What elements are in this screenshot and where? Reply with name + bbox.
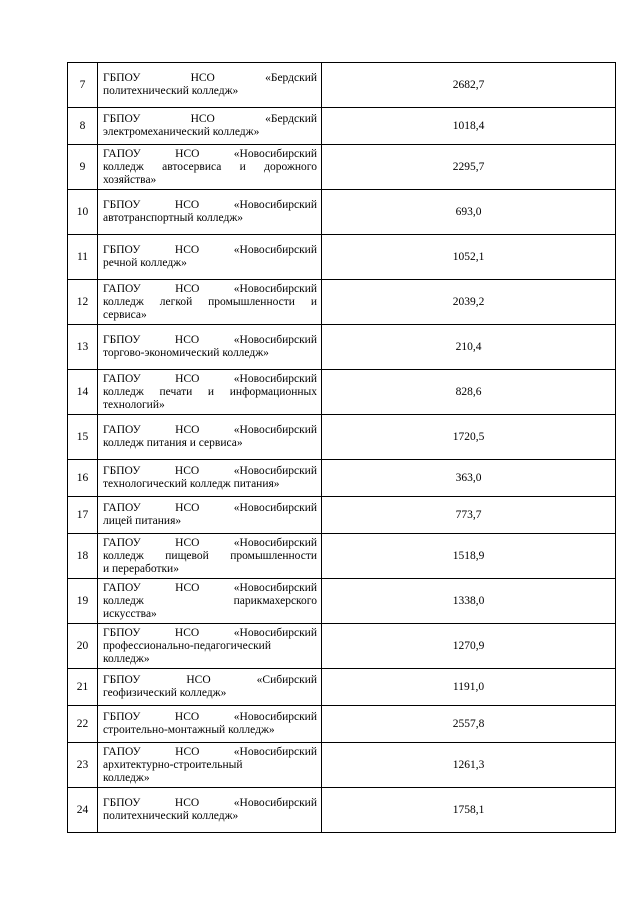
row-value: 1052,1 (322, 235, 616, 280)
institution-name-line: ГБПОУ НСО «Новосибирский (103, 797, 317, 809)
row-value: 2557,8 (322, 706, 616, 743)
institution-name-line: хозяйства» (103, 173, 157, 186)
table-body (68, 63, 616, 833)
table-row (68, 624, 616, 669)
institution-name (98, 534, 322, 579)
row-value: 1261,3 (322, 743, 616, 788)
institution-name-line: ГБПОУ НСО «Бердский (103, 72, 317, 84)
institution-name-line: колледж пищевой промышленности (103, 549, 317, 562)
table-row (68, 497, 616, 534)
institution-name-line: строительно-монтажный колледж» (103, 724, 275, 736)
table-row (68, 669, 616, 706)
table-row (68, 325, 616, 370)
row-number: 20 (68, 624, 98, 669)
table-row (68, 706, 616, 743)
institution-name-line: и переработки» (103, 562, 179, 575)
row-value: 2682,7 (322, 63, 616, 108)
institution-name (98, 624, 322, 669)
row-number: 17 (68, 497, 98, 534)
institution-name-line: ГБПОУ НСО «Новосибирский (103, 244, 317, 256)
institution-name (98, 669, 322, 706)
institution-name-line: геофизический колледж» (103, 687, 227, 699)
row-number: 9 (68, 145, 98, 190)
table-row (68, 534, 616, 579)
row-value: 1018,4 (322, 108, 616, 145)
table-row (68, 145, 616, 190)
row-number: 8 (68, 108, 98, 145)
institution-name-line: колледж печати и информационных (103, 385, 317, 398)
institution-name (98, 370, 322, 415)
table-row (68, 370, 616, 415)
institution-name-line: технологический колледж питания» (103, 478, 280, 490)
row-number: 22 (68, 706, 98, 743)
row-number: 10 (68, 190, 98, 235)
row-value: 2295,7 (322, 145, 616, 190)
table-row (68, 235, 616, 280)
institution-name-line: сервиса» (103, 308, 147, 321)
institution-name-line: ГБПОУ НСО «Новосибирский (103, 465, 317, 477)
row-value: 773,7 (322, 497, 616, 534)
institution-name (98, 579, 322, 624)
institution-name (98, 145, 322, 190)
institution-name-line: ГАПОУ НСО «Новосибирский (103, 372, 317, 385)
row-number: 19 (68, 579, 98, 624)
institution-name (98, 190, 322, 235)
row-number: 15 (68, 415, 98, 460)
institution-name-line: ГБПОУ НСО «Новосибирский (103, 626, 317, 639)
row-number: 24 (68, 788, 98, 833)
row-value: 693,0 (322, 190, 616, 235)
institution-name-line: искусства» (103, 607, 157, 620)
institution-name-line: политехнический колледж» (103, 85, 239, 97)
row-value: 1270,9 (322, 624, 616, 669)
colleges-table (67, 62, 616, 833)
table-row (68, 743, 616, 788)
institution-name-line: колледж» (103, 652, 150, 665)
institution-name-line: ГБПОУ НСО «Сибирский (103, 674, 317, 686)
institution-name-line: колледж питания и сервиса» (103, 437, 243, 449)
institution-name-line: лицей питания» (103, 515, 182, 527)
table-row (68, 415, 616, 460)
institution-name-line: колледж» (103, 771, 150, 784)
institution-name-line: ГБПОУ НСО «Новосибирский (103, 199, 317, 211)
institution-name-line: технологий» (103, 398, 165, 411)
institution-name-line: ГАПОУ НСО «Новосибирский (103, 745, 317, 758)
row-number: 14 (68, 370, 98, 415)
table-row (68, 108, 616, 145)
institution-name-line: колледж легкой промышленности и (103, 295, 317, 308)
institution-name (98, 706, 322, 743)
institution-name-line: политехнический колледж» (103, 810, 239, 822)
row-value: 363,0 (322, 460, 616, 497)
row-value: 1518,9 (322, 534, 616, 579)
table-row (68, 280, 616, 325)
institution-name (98, 743, 322, 788)
institution-name (98, 63, 322, 108)
row-number: 12 (68, 280, 98, 325)
institution-name (98, 325, 322, 370)
institution-name-line: ГБПОУ НСО «Бердский (103, 113, 317, 125)
row-value: 210,4 (322, 325, 616, 370)
row-value: 1191,0 (322, 669, 616, 706)
row-number: 23 (68, 743, 98, 788)
institution-name-line: торгово-экономический колледж» (103, 347, 269, 359)
row-value: 1758,1 (322, 788, 616, 833)
institution-name-line: колледж парикмахерского (103, 594, 317, 607)
row-value: 1338,0 (322, 579, 616, 624)
row-number: 13 (68, 325, 98, 370)
institution-name (98, 788, 322, 833)
row-value: 828,6 (322, 370, 616, 415)
row-number: 21 (68, 669, 98, 706)
institution-name-line: речной колледж» (103, 257, 187, 269)
row-value: 2039,2 (322, 280, 616, 325)
institution-name-line: профессионально-педагогический (103, 639, 271, 652)
table-row (68, 788, 616, 833)
institution-name-line: ГАПОУ НСО «Новосибирский (103, 424, 317, 436)
institution-name (98, 460, 322, 497)
institution-name-line: архитектурно-строительный (103, 758, 243, 771)
institution-name-line: электромеханический колледж» (103, 126, 260, 138)
institution-name (98, 108, 322, 145)
table-row (68, 579, 616, 624)
row-number: 7 (68, 63, 98, 108)
row-value: 1720,5 (322, 415, 616, 460)
institution-name-line: колледж автосервиса и дорожного (103, 160, 317, 173)
table-row (68, 63, 616, 108)
row-number: 11 (68, 235, 98, 280)
institution-name-line: ГАПОУ НСО «Новосибирский (103, 282, 317, 295)
row-number: 18 (68, 534, 98, 579)
institution-name-line: ГАПОУ НСО «Новосибирский (103, 581, 317, 594)
institution-name (98, 415, 322, 460)
institution-name-line: автотранспортный колледж» (103, 212, 244, 224)
institution-name-line: ГБПОУ НСО «Новосибирский (103, 711, 317, 723)
row-number: 16 (68, 460, 98, 497)
table-row (68, 460, 616, 497)
institution-name-line: ГАПОУ НСО «Новосибирский (103, 502, 317, 514)
institution-name-line: ГБПОУ НСО «Новосибирский (103, 334, 317, 346)
institution-name-line: ГАПОУ НСО «Новосибирский (103, 147, 317, 160)
institution-name (98, 497, 322, 534)
table-row (68, 190, 616, 235)
institution-name (98, 235, 322, 280)
institution-name (98, 280, 322, 325)
institution-name-line: ГАПОУ НСО «Новосибирский (103, 536, 317, 549)
